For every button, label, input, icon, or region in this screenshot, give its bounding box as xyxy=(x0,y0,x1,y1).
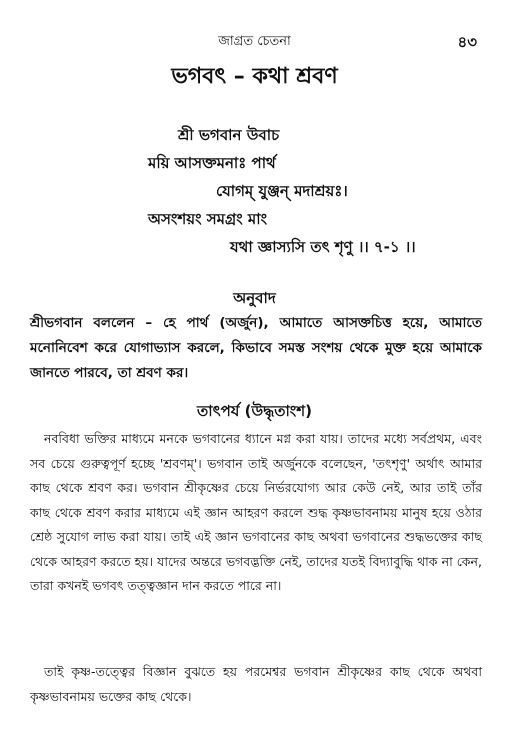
page-number: ৪৩ xyxy=(457,33,477,51)
chapter-title: ভগবৎ – কথা শ্রবণ xyxy=(171,64,338,89)
page-header xyxy=(0,32,509,52)
verse-line-1: শ্রী ভগবান উবাচ xyxy=(178,126,280,144)
purport-heading: তাৎপর্য (উদ্ধৃতাংশ) xyxy=(197,402,312,420)
translation-text: শ্রীভগবান বললেন – হে পার্থ (অর্জুন), আমাতে আসক্তচিত্ত হয়ে, আমাতে মনোনিবেশ করে যোগাভ্যাস করলে, কিভাবে সমস্ত সংশয় থেকে মুক্ত হয়ে আমাকে জানতে পারবে, তা শ্রবণ কর। xyxy=(30,315,482,381)
verse-line-5: যথা জ্ঞাস্যসি তৎ শৃণু ।। ৭-১ ।। xyxy=(230,238,416,256)
purport-paragraph-1: নববিধা ভক্তির মাধ্যমে মনকে ভগবানের ধ্যানে মগ্ন করা যায়। তাদের মধ্যে সর্বপ্রথম, এবং সব চেয়ে গুরুত্বপূর্ণ হচ্ছে 'শ্রবণম্'। ভগবান তাই অর্জুনকে বলেছেন, 'তৎশৃণু' অর্থাৎ আমার কাছ থেকে শ্রবণ কর। ভগবান শ্রীকৃষ্ণের চেয়ে নির্ভরযোগ্য আর কেউ নেই, আর তাই তাঁর কাছ থেকে শ্রবণ করার মাধ্যমে এই জ্ঞান আহরণ করলে শুদ্ধ কৃষ্ণভাবনাময় মানুষ হয়ে ওঠার শ্রেষ্ঠ সুযোগ লাভ করা যায়। তাই এই জ্ঞান ভগবানের কাছ অথবা ভগবানের শুদ্ধভক্তের কাছ থেকে আহরণ করতে হয়। যাদের অন্তরে ভগবদ্ভক্তি নেই, তাদের যতই বিদ্যাবুদ্ধি থাক না কেন, তারা কখনই ভগবৎ তত্ত্বজ্ঞান দান করতে পারে না। xyxy=(30,431,482,593)
running-title: জাগ্রত চেতনা xyxy=(218,34,291,49)
purport-paragraph-2: তাই কৃষ্ণ-তত্ত্বের বিজ্ঞান বুঝতে হয় পরমেশ্বর ভগবান শ্রীকৃষ্ণের কাছ থেকে অথবা কৃষ্ণভাবনাময় ভক্তের কাছ থেকে। xyxy=(30,664,482,704)
verse-line-3: যোগম্ যুঞ্জন্ মদাশ্রয়ঃ। xyxy=(216,182,348,200)
verse-line-4: অসংশয়ং সমগ্রং মাং xyxy=(148,210,268,228)
translation-heading: অনুবাদ xyxy=(233,289,276,307)
verse-line-2: ময়ি আসক্তমনাঃ পার্থ xyxy=(148,154,276,172)
